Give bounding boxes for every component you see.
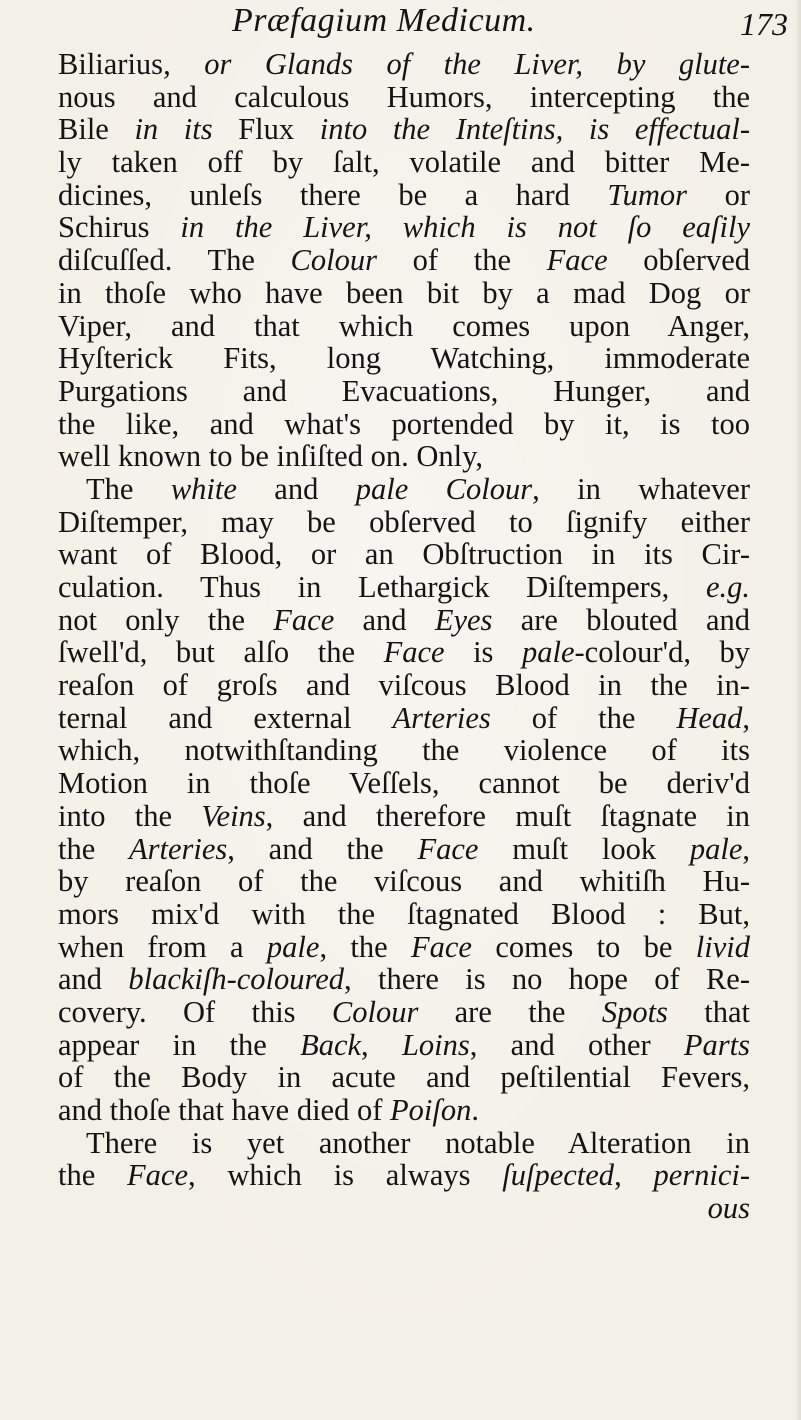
italic-text: Face [273,602,335,637]
roman-text: appear in the [58,1027,301,1062]
text-line [58,277,750,310]
roman-text: , which is always [188,1158,503,1193]
roman-text: ly taken off by ſalt, volatile and bitter Me- [58,145,750,180]
page-number: 173 [740,6,788,42]
italic-text: , or Glands of the Liver, by glute- [163,47,750,81]
text-line [58,1094,750,1127]
text-line [58,996,750,1029]
roman-text: -colour'd, by [574,635,751,670]
text-line [58,734,750,767]
roman-text: , there is no hope of Re- [344,962,750,997]
roman-text: and [58,962,129,997]
text-line [58,1029,750,1062]
roman-text: diſcuſſed. The [58,243,291,278]
roman-text: want of Blood, or an Obſtruction in its Cir- [58,537,750,572]
page-edge-shadow [795,0,801,1420]
text-line [58,473,750,506]
text-line [58,310,750,343]
italic-text: into the Inteſtins, is effectual- [294,112,750,147]
italic-text: Parts [683,1027,750,1062]
italic-text: Face [127,1158,188,1193]
roman-text: Flux [238,112,295,147]
italic-text: white [170,471,237,506]
italic-text: Arteries [392,700,491,735]
italic-text: Tumor [607,177,688,212]
roman-text: well known to be inſiſted on. Only, [58,439,483,474]
text-line [58,440,750,473]
roman-text: Motion in thoſe Veſſels, cannot be deriv'd [58,766,750,801]
text-line [58,865,750,898]
roman-text: , and other [469,1027,684,1062]
italic-text: Head [676,700,743,735]
italic-text: pale [266,929,320,964]
italic-text: pale [522,635,575,670]
roman-text: are blouted and [492,602,750,637]
roman-text: ſwell'd, but alſo the [58,635,384,670]
catchword: ous [707,1191,750,1226]
text-line [58,963,750,996]
roman-text: are the [418,994,602,1029]
roman-text: that [667,994,750,1029]
text-line [58,1159,750,1192]
roman-text: nous and calculous Humors, intercepting the [58,79,750,114]
roman-text: by reaſon of the viſcous and whitiſh Hu- [58,864,750,899]
roman-text: comes to be [471,929,696,964]
text-line [58,931,750,964]
roman-text: which, notwithſtanding the violence of its [58,733,750,768]
italic-text: Spots [601,994,668,1029]
italic-text: pale Colour [355,471,533,506]
roman-text: and thoſe that have died of [58,1093,391,1127]
text-line [58,244,750,277]
italic-text: e.g. [705,570,750,604]
text-line [58,408,750,441]
roman-text: , and therefore muſt ſtagnate in [265,798,750,833]
text-line [58,211,750,244]
running-title: Præfagium Medicum. [232,2,536,39]
italic-text: Veins [201,798,266,833]
text-line [58,800,750,833]
roman-text: mors mix'd with the ſtagnated Blood : But, [58,896,750,931]
roman-text: Hyſterick Fits, long Watching, immoderate [58,341,750,376]
roman-text: into the [58,798,202,833]
roman-text: ternal and external [58,700,393,735]
text-line [58,81,750,114]
roman-text: the like, and what's portended by it, is too [58,406,750,441]
text-line [58,113,750,146]
roman-text: There is yet another notable Alteration in [86,1125,750,1160]
roman-text: and [334,602,435,637]
italic-text: Colour [290,243,377,278]
italic-text: Back [300,1027,362,1062]
roman-text: , [361,1027,402,1062]
italic-text: Arteries [129,831,228,866]
roman-text: Bile [58,112,109,147]
roman-text: dicines, unleſs there be a hard [58,177,608,212]
text-line [58,898,750,931]
text-line [58,146,750,179]
body-text [58,48,750,1225]
italic-text: blackiſh-coloured [128,962,345,997]
text-line [58,571,750,604]
text-line [58,48,750,81]
roman-text: or [687,177,750,212]
italic-text: Face [411,929,472,964]
roman-text: . [471,1093,479,1127]
text-line [58,506,750,539]
italic-text: Face [417,831,479,866]
italic-text: Loins [401,1027,470,1062]
italic-text: Eyes [434,602,493,637]
roman-text: The [86,471,171,506]
roman-text: muſt look [478,831,690,866]
roman-text: obſerved [607,243,750,278]
roman-text: Schirus [58,210,150,245]
roman-text: when from a [58,929,267,964]
italic-text: in its [108,112,239,147]
roman-text: , [614,1158,654,1193]
roman-text: is [444,635,522,670]
roman-text: culation. Thus in Lethargick Diſtempers, [58,570,706,604]
text-line [58,342,750,375]
roman-text: Biliarius [58,47,164,81]
roman-text: reaſon of groſs and viſcous Blood in the in- [58,668,750,703]
italic-text: Poiſon [390,1093,472,1127]
text-line [58,833,750,866]
roman-text: in thoſe who have been bit by a mad Dog or [58,275,750,310]
roman-text: Viper, and that which comes upon Anger, [58,308,750,343]
text-line [58,179,750,212]
italic-text: in the Liver, which is not ſo eaſily [149,210,750,245]
roman-text: Purgations and Evacuations, Hunger, and [58,373,750,408]
text-line [58,1061,750,1094]
roman-text: , the [319,929,412,964]
roman-text: the [58,1158,128,1193]
italic-text: Face [546,243,608,278]
text-line [58,702,750,735]
roman-text: , in whatever [532,471,750,506]
text-line [58,375,750,408]
text-line [58,669,750,702]
italic-text: pernici- [653,1158,751,1193]
roman-text: not only the [58,602,274,637]
text-line [58,636,750,669]
roman-text: of the [376,243,547,278]
roman-text: Diſtemper, may be obſerved to ſignify either [58,504,750,539]
text-line [58,538,750,571]
roman-text: , and the [227,831,418,866]
italic-text: Colour [331,994,419,1029]
roman-text: covery. Of this [58,994,332,1029]
roman-text: , [742,831,750,866]
roman-text: of the [490,700,677,735]
roman-text: and [236,471,356,506]
text-line [58,604,750,637]
italic-text: ſuſpected [502,1158,615,1193]
italic-text: Face [383,635,445,670]
text-line [58,1127,750,1160]
italic-text: pale [689,831,743,866]
text-line [58,767,750,800]
roman-text: the [58,831,130,866]
running-head [0,2,801,44]
italic-text: livid [695,929,751,964]
roman-text: , [742,700,751,735]
roman-text: of the Body in acute and peſtilential Fevers, [58,1060,750,1095]
